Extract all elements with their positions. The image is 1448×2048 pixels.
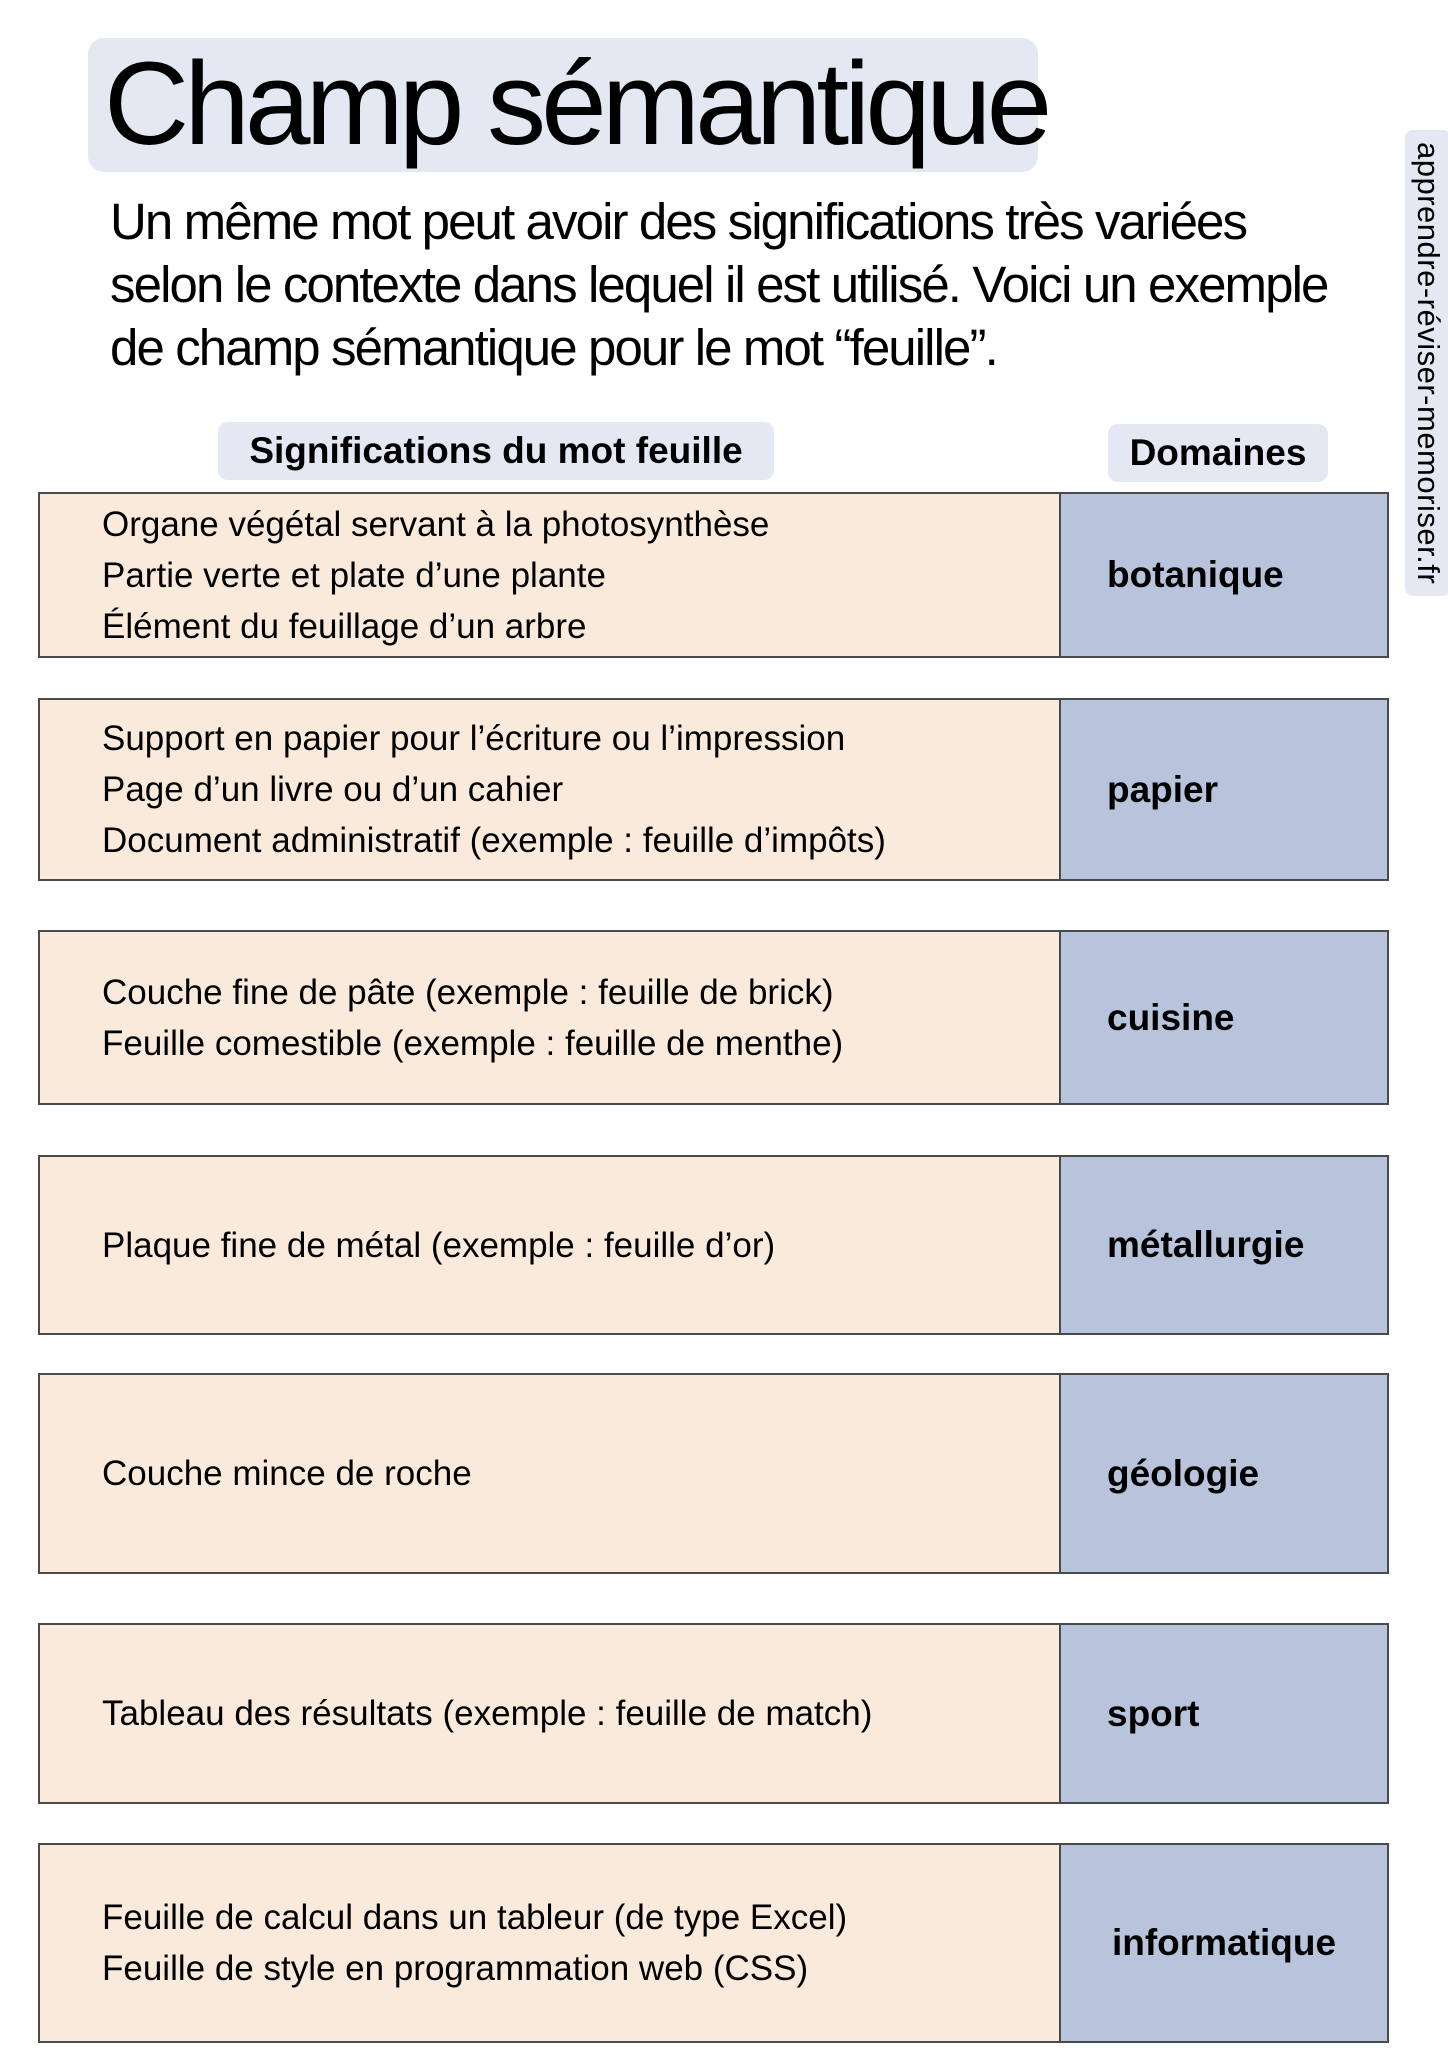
meanings-cell [40, 1625, 1061, 1802]
table-row-geologie [38, 1373, 1389, 1574]
domains-column-header: Domaines [1108, 424, 1328, 482]
meaning-text: Plaque fine de métal (exemple : feuille d’or) [102, 1225, 776, 1265]
domain-label: papier [1061, 700, 1387, 879]
meanings-cell [40, 1375, 1061, 1572]
meanings-column-header: Significations du mot feuille [218, 422, 774, 480]
meanings-cell [40, 494, 1061, 656]
meaning-text: Partie verte et plate d’une plante [102, 555, 606, 595]
page-title: Champ sémantique [104, 38, 1048, 170]
meaning-text: Élément du feuillage d’un arbre [102, 606, 587, 646]
meaning-text: Feuille de calcul dans un tableur (de type Excel) [102, 1898, 848, 1937]
table-row-informatique [38, 1843, 1389, 2043]
domain-label: cuisine [1061, 932, 1387, 1103]
meaning-text: Couche fine de pâte (exemple : feuille de brick) [102, 972, 834, 1012]
meaning-text: Organe végétal servant à la photosynthèse [102, 504, 770, 544]
meaning-text: Support en papier pour l’écriture ou l’impression [102, 719, 846, 758]
meaning-text: Feuille de style en programmation web (CSS) [102, 1949, 809, 1988]
meanings-cell [40, 1845, 1061, 2041]
table-row-cuisine [38, 930, 1389, 1105]
meaning-text: Tableau des résultats (exemple : feuille de match) [102, 1694, 873, 1733]
meaning-text: Feuille comestible (exemple : feuille de menthe) [102, 1023, 844, 1063]
intro-paragraph: Un même mot peut avoir des significations très variées selon le contexte dans lequel il est utilisé. Voici un exemple de champ sémantique pour le mot “feuille”. [110, 193, 1328, 376]
table-row-metallurgie [38, 1155, 1389, 1335]
table-row-papier [38, 698, 1389, 881]
meanings-cell [40, 1157, 1061, 1333]
table-row-botanique [38, 492, 1389, 658]
domain-label: sport [1061, 1625, 1387, 1802]
meaning-text: Couche mince de roche [102, 1454, 472, 1493]
website-tag: apprendre-réviser-memoriser.fr [1405, 130, 1448, 596]
domain-label: botanique [1061, 494, 1387, 656]
meaning-text: Document administratif (exemple : feuille d’impôts) [102, 821, 886, 860]
domain-label: métallurgie [1061, 1157, 1387, 1333]
domain-label: géologie [1061, 1375, 1387, 1572]
domain-label: informatique [1061, 1845, 1387, 2041]
meanings-cell [40, 700, 1061, 879]
table-row-sport [38, 1623, 1389, 1804]
meanings-cell [40, 932, 1061, 1103]
meaning-text: Page d’un livre ou d’un cahier [102, 770, 564, 809]
